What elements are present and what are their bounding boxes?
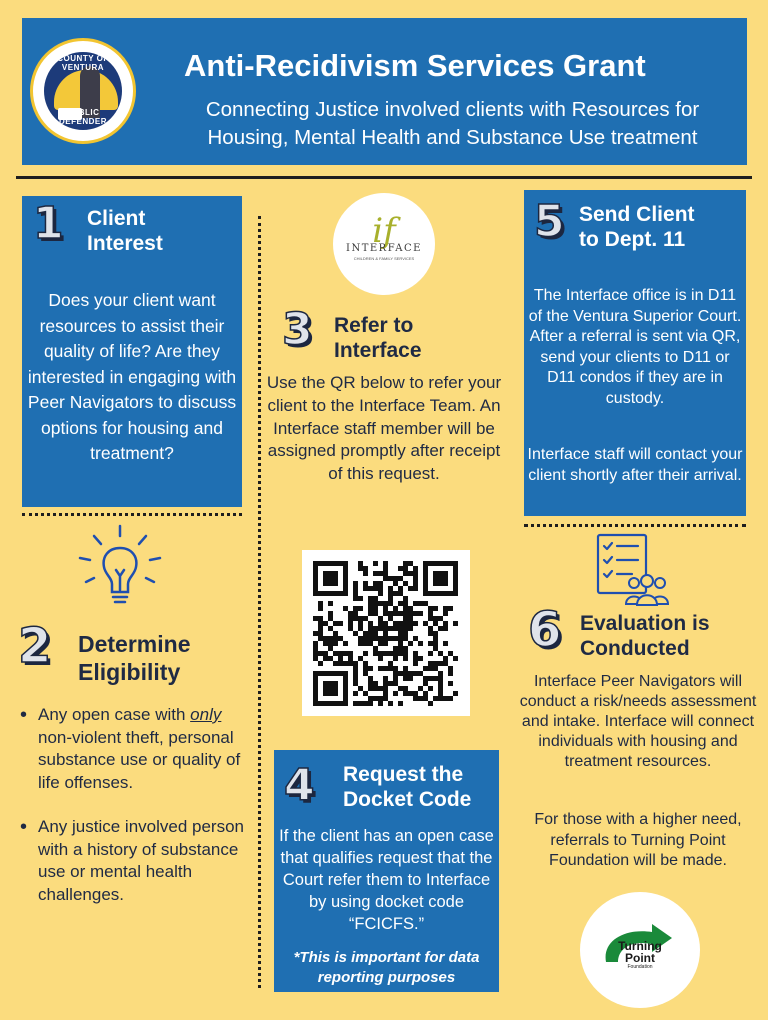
county-seal-logo xyxy=(30,38,136,144)
step4-title: Request the Docket Code xyxy=(343,763,472,811)
step5-box xyxy=(524,190,746,516)
step3-number: 3 xyxy=(282,304,313,355)
step5-divider xyxy=(524,524,746,527)
step3-body: Use the QR below to refer your client to the Interface Team. An Interface staff member will be assigned promptly after receipt of this request. xyxy=(266,373,502,484)
step5-body-2: Interface staff will contact your client shortly after their arrival. xyxy=(527,446,743,484)
step1-number: 1 xyxy=(33,198,64,249)
step1-body: Does your client want resources to assist their quality of life? Are they interested in engaging with Peer Navigators to discuss options for housing and treatment? xyxy=(27,290,237,463)
step5-number: 5 xyxy=(534,196,565,247)
step5-title: Send Client to Dept. 11 xyxy=(579,203,695,251)
column-divider xyxy=(258,216,261,988)
step1-divider xyxy=(22,513,242,516)
eligibility-item: • Any justice involved person with a history of substance use or mental health challenges. xyxy=(18,816,250,906)
page-title: Anti-Recidivism Services Grant xyxy=(184,48,646,83)
step1-title: Client Interest xyxy=(87,207,163,255)
eligibility-list xyxy=(18,704,250,906)
seal-bottom-text: PUBLIC DEFENDER xyxy=(58,108,107,126)
step6-body-2: For those with a higher need, referrals to Turning Point Foundation will be made. xyxy=(534,811,742,869)
step4-box xyxy=(274,750,499,992)
step5-body-1: The Interface office is in D11 of the Ventura Superior Court. After a referral is sent via QR, send your clients to D11 or D11 condos if they are in custody. xyxy=(528,287,742,407)
step6-title: Evaluation is Conducted xyxy=(580,612,710,660)
group-icon xyxy=(624,572,670,606)
seal-top-text: COUNTY OF VENTURA xyxy=(57,54,109,72)
eligibility-item: • Any open case with only non-violent theft, personal substance use or quality of life offenses. xyxy=(18,704,250,794)
step4-number: 4 xyxy=(284,760,315,811)
step1-box xyxy=(22,196,242,507)
step2-title: Determine Eligibility xyxy=(78,631,191,685)
qr-code[interactable] xyxy=(302,550,470,716)
lightbulb-icon xyxy=(74,524,166,612)
step4-note: *This is important for data reporting purposes xyxy=(293,949,480,986)
step4-body: If the client has an open case that qualifies request that the Court refer them to Interface by using docket code “FCICFS.” xyxy=(279,827,494,933)
turning-point-logo: Turning Point Foundation xyxy=(580,892,700,1008)
step6-number: 6 xyxy=(528,602,562,658)
header-divider xyxy=(16,176,752,179)
step2-number: 2 xyxy=(18,618,52,674)
step6-body-1: Interface Peer Navigators will conduct a risk/needs assessment and intake. Interface will connect individuals with housing and treatment resources. xyxy=(519,673,757,770)
page-subtitle: Connecting Justice involved clients with Resources for Housing, Mental Health and Substance Use treatment xyxy=(205,98,700,149)
step3-title: Refer to Interface xyxy=(334,314,422,362)
interface-logo: if INTERFACE CHILDREN & FAMILY SERVICES xyxy=(333,193,435,295)
